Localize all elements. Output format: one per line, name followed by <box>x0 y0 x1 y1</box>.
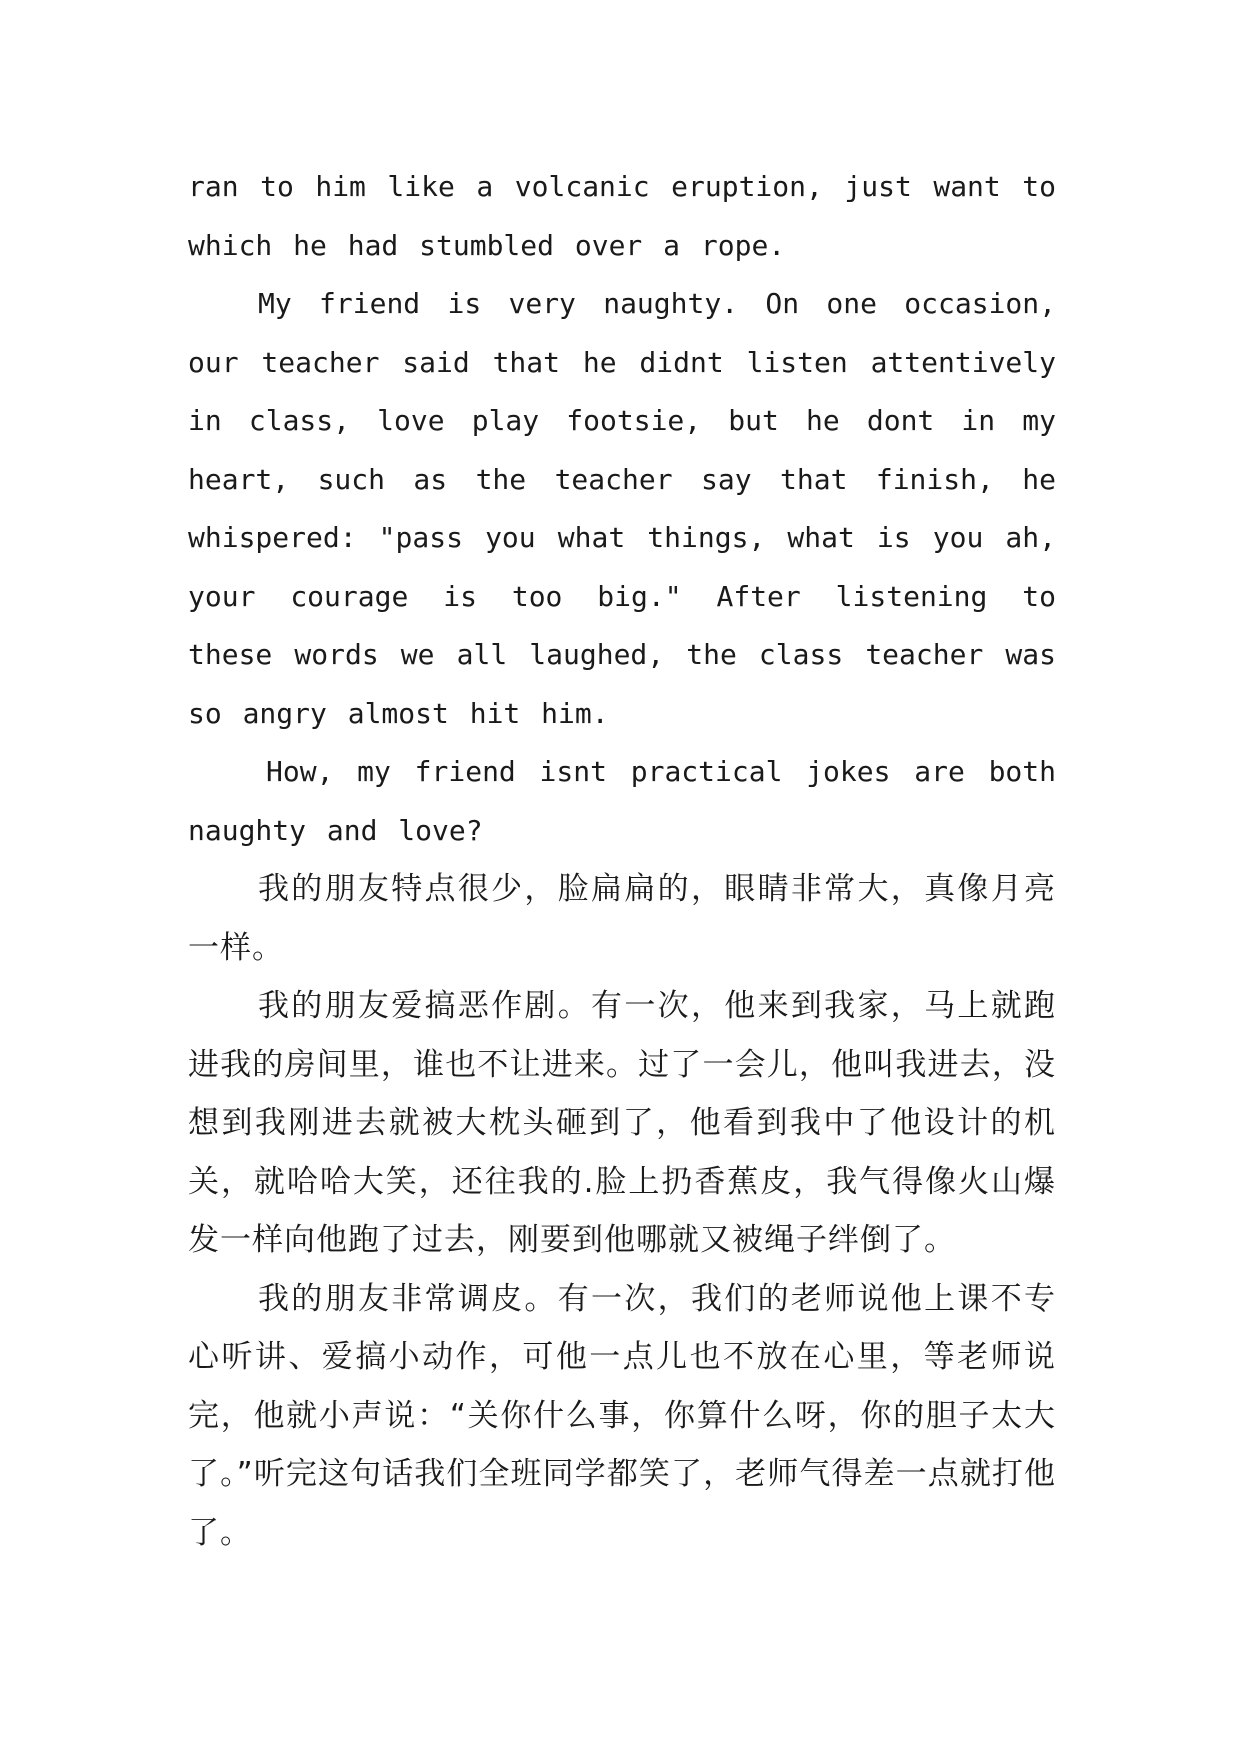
paragraph-naughty-cn: 我的朋友非常调皮。有一次，我们的老师说他上课不专心听讲、爱搞小动作，可他一点儿也不放在心里，等老师说完，他就小声说：“关你什么事，你算什么呀，你的胆子太大了。”听完这句话我们全班同学都笑了，老师气得差一点就打他了。 <box>188 1280 1056 1551</box>
paragraph-naughty-en: My friend is very naughty. On one occasion, our teacher said that he didnt listen attentively in class, love play footsie, but he dont in my heart, such as the teacher say that finish, he whispered: "pass you what things, what is you ah, your courage is too big." After listening to these words we all laughed, the class teacher was so angry almost hit him. <box>188 287 1056 730</box>
paragraph-volcano-en: ran to him like a volcanic eruption, just want to which he had stumbled over a rope. <box>188 170 1056 262</box>
document-page <box>188 158 1056 1562</box>
paragraph-question-en: How, my friend isnt practical jokes are both naughty and love? <box>188 755 1056 847</box>
paragraph-appearance-cn: 我的朋友特点很少，脸扁扁的，眼睛非常大，真像月亮一样。 <box>188 871 1056 966</box>
paragraph-prank-cn: 我的朋友爱搞恶作剧。有一次，他来到我家，马上就跑进我的房间里，谁也不让进来。过了一会儿，他叫我进去，没想到我刚进去就被大枕头砸到了，他看到我中了他设计的机关，就哈哈大笑，还往我的.脸上扔香蕉皮，我气得像火山爆发一样向他跑了过去，刚要到他哪就又被绳子绊倒了。 <box>188 988 1056 1258</box>
